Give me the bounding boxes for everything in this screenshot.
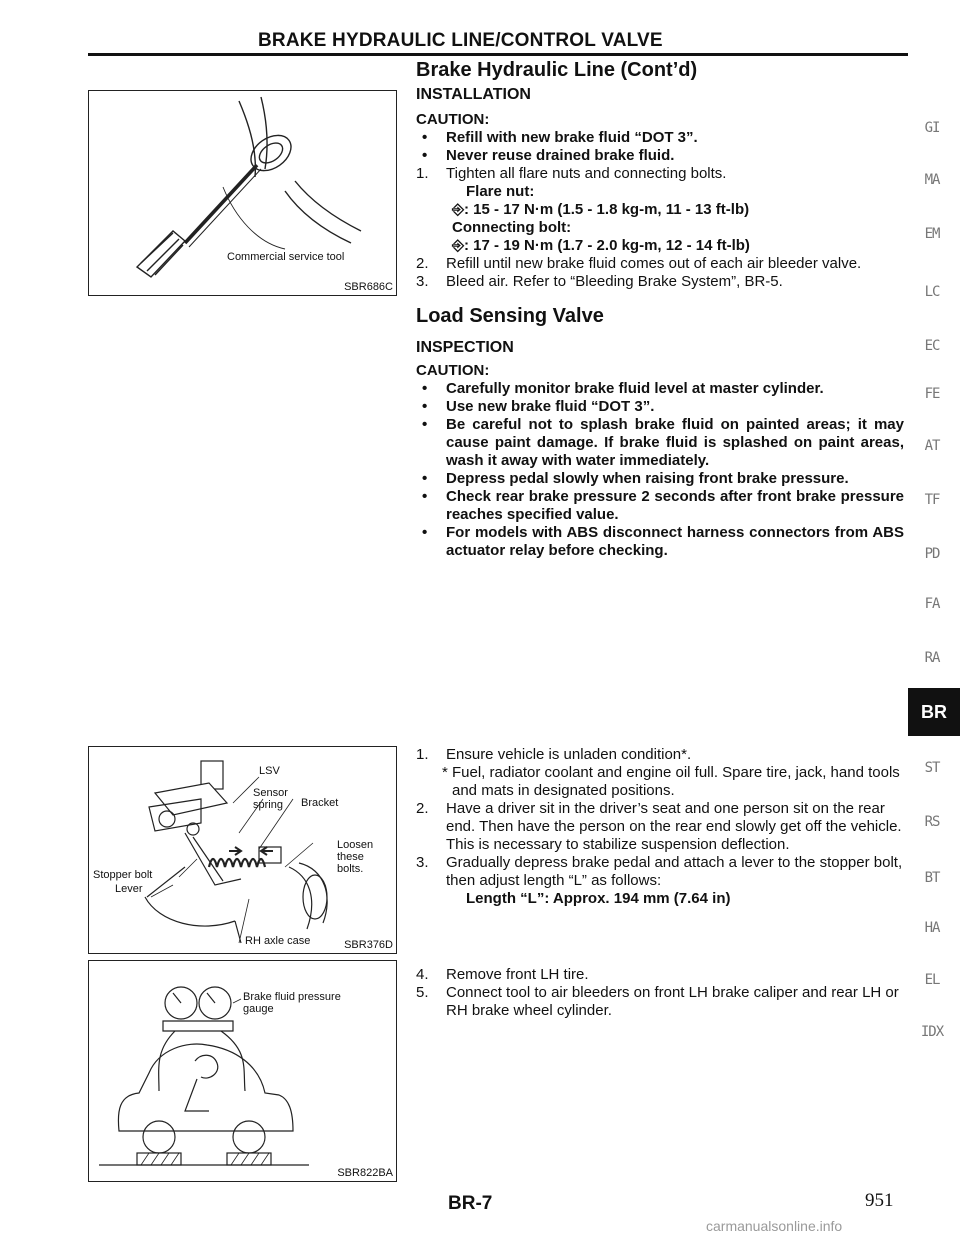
step-number: 2. — [416, 800, 429, 817]
step-number: 1. — [416, 746, 429, 763]
installation-section — [416, 58, 904, 291]
figure-label-rh-axle-case: RH axle case — [245, 935, 311, 947]
step-number: 1. — [416, 165, 429, 182]
tab-ha[interactable]: HA — [924, 920, 940, 936]
step-item — [416, 273, 904, 291]
page-title: BRAKE HYDRAULIC LINE/CONTROL VALVE — [258, 30, 663, 51]
step-item — [416, 800, 904, 854]
step-number: 3. — [416, 273, 429, 290]
caution-item: • Depress pedal slowly when raising front brake pressure. — [416, 470, 904, 488]
vehicle-condition-note: * Fuel, radiator coolant and engine oil full. Spare tire, jack, hand tools and mats in designated positions. — [442, 764, 900, 799]
tab-fa[interactable]: FA — [924, 596, 940, 612]
procedure-steps — [416, 746, 904, 764]
installation-steps-cont — [416, 255, 904, 291]
step-item — [416, 255, 904, 273]
step-item — [416, 984, 904, 1020]
caution-item: • For models with ABS disconnect harness connectors from ABS actuator relay before checking. — [416, 524, 904, 560]
step-text: Have a driver sit in the driver’s seat and one person sit on the rear end. Then have the person on the rear end slowly get off the vehicle. This is necessary to stabilize suspension deflection. — [446, 800, 902, 853]
tab-tf[interactable]: TF — [924, 492, 940, 508]
tab-ra[interactable]: RA — [924, 650, 940, 666]
spec-connecting-bolt-value: : 17 - 19 N·m (1.7 - 2.0 kg-m, 12 - 14 ft-lb) — [464, 237, 750, 254]
caution-item: • Refill with new brake fluid “DOT 3”. — [416, 129, 904, 147]
tab-bt[interactable]: BT — [924, 870, 940, 886]
page-code: BR-7 — [448, 1193, 493, 1214]
page-number: 951 — [865, 1190, 894, 1211]
spec-connecting-bolt-label: Connecting bolt: — [452, 219, 572, 236]
step-item — [416, 746, 904, 764]
tab-el[interactable]: EL — [924, 972, 940, 988]
tab-lc[interactable]: LC — [924, 284, 940, 300]
tab-idx[interactable]: IDX — [920, 1024, 944, 1040]
procedure-steps-cont — [416, 800, 904, 890]
spec-flare-nut-value: : 15 - 17 N·m (1.5 - 1.8 kg-m, 11 - 13 ft-lb) — [464, 201, 750, 218]
figure-service-tool — [88, 90, 397, 296]
spec-flare-nut — [416, 201, 904, 219]
figure-label-brake-fluid-pressure-gauge: Brake fluid pressure gauge — [243, 991, 341, 1015]
step-text: Remove front LH tire. — [446, 966, 589, 983]
tab-br[interactable]: BR — [908, 688, 960, 736]
figure-load-sensing-valve — [88, 746, 397, 954]
caution-list — [416, 380, 904, 560]
step-number: 3. — [416, 854, 429, 871]
spec-length-l: Length “L”: Approx. 194 mm (7.64 in) — [466, 890, 731, 907]
subsection-title: INSTALLATION — [416, 86, 531, 103]
caution-list — [416, 129, 904, 165]
section-title: Brake Hydraulic Line (Cont’d) — [416, 59, 698, 81]
procedure-steps — [416, 966, 904, 1020]
caution-label: CAUTION: — [416, 111, 490, 128]
header-rule — [88, 53, 908, 56]
section-title: Load Sensing Valve — [416, 305, 604, 327]
caution-item: • Use new brake fluid “DOT 3”. — [416, 398, 904, 416]
tab-st[interactable]: ST — [924, 760, 940, 776]
figure-label-stopper-bolt: Stopper bolt — [93, 869, 153, 881]
step-text: Refill until new brake fluid comes out of each air bleeder valve. — [446, 255, 862, 272]
subsection-title: INSPECTION — [416, 339, 514, 356]
tab-fe[interactable]: FE — [924, 386, 940, 402]
figure-code: SBR686C — [344, 281, 393, 293]
torque-icon: ⎆ — [452, 201, 465, 218]
tab-ma[interactable]: MA — [924, 172, 940, 188]
step-text: Connect tool to air bleeders on front LH brake caliper and rear LH or RH brake wheel cylinder. — [446, 984, 899, 1019]
tab-at[interactable]: AT — [924, 438, 940, 454]
step-text: Ensure vehicle is unladen condition*. — [446, 746, 692, 763]
figure-label-lsv: LSV — [259, 765, 280, 777]
caution-item: • Carefully monitor brake fluid level at master cylinder. — [416, 380, 904, 398]
spec-connecting-bolt — [416, 237, 904, 255]
figure-label-commercial-service-tool: Commercial service tool — [227, 251, 345, 263]
spec-flare-nut-label: Flare nut: — [466, 183, 535, 200]
torque-icon: ⎆ — [452, 237, 465, 254]
step-number: 4. — [416, 966, 429, 983]
service-tool-illustration — [89, 91, 398, 297]
caution-label: CAUTION: — [416, 362, 490, 379]
figure-label-loosen-bolts: Loosen these bolts. — [337, 839, 374, 875]
figure-code: SBR376D — [344, 939, 393, 951]
installation-steps — [416, 165, 904, 183]
caution-item: • Check rear brake pressure 2 seconds after front brake pressure reaches specified value. — [416, 488, 904, 524]
step-item — [416, 854, 904, 890]
figure-label-sensor-spring: Sensor spring — [253, 787, 288, 811]
figure-pressure-gauge — [88, 960, 397, 1182]
step-item — [416, 966, 904, 984]
tab-gi[interactable]: GI — [924, 120, 940, 136]
figure-code: SBR822BA — [337, 1167, 393, 1179]
step-number: 2. — [416, 255, 429, 272]
load-sensing-valve-section — [416, 304, 904, 560]
section-tabs — [908, 0, 960, 1242]
tab-pd[interactable]: PD — [924, 546, 940, 562]
tab-em[interactable]: EM — [924, 226, 940, 242]
step-number: 5. — [416, 984, 429, 1001]
tab-rs[interactable]: RS — [924, 814, 940, 830]
figure-label-lever: Lever — [115, 883, 143, 895]
step-item — [416, 165, 904, 183]
pressure-check-procedure — [416, 966, 904, 1020]
caution-item: • Be careful not to splash brake fluid on painted areas; it may cause paint damage. If brake fluid is splashed on paint areas, wash it away with water immediately. — [416, 416, 904, 470]
figure-label-bracket: Bracket — [301, 797, 339, 809]
lsv-adjust-procedure — [416, 746, 904, 908]
tab-ec[interactable]: EC — [924, 338, 940, 354]
caution-item: • Never reuse drained brake fluid. — [416, 147, 904, 165]
step-text: Gradually depress brake pedal and attach a lever to the stopper bolt, then adjust length “L” as follows: — [446, 854, 903, 889]
step-text: Bleed air. Refer to “Bleeding Brake System”, BR-5. — [446, 273, 783, 290]
step-text: Tighten all flare nuts and connecting bolts. — [446, 165, 727, 182]
watermark: carmanualsonline.info — [706, 1218, 843, 1234]
